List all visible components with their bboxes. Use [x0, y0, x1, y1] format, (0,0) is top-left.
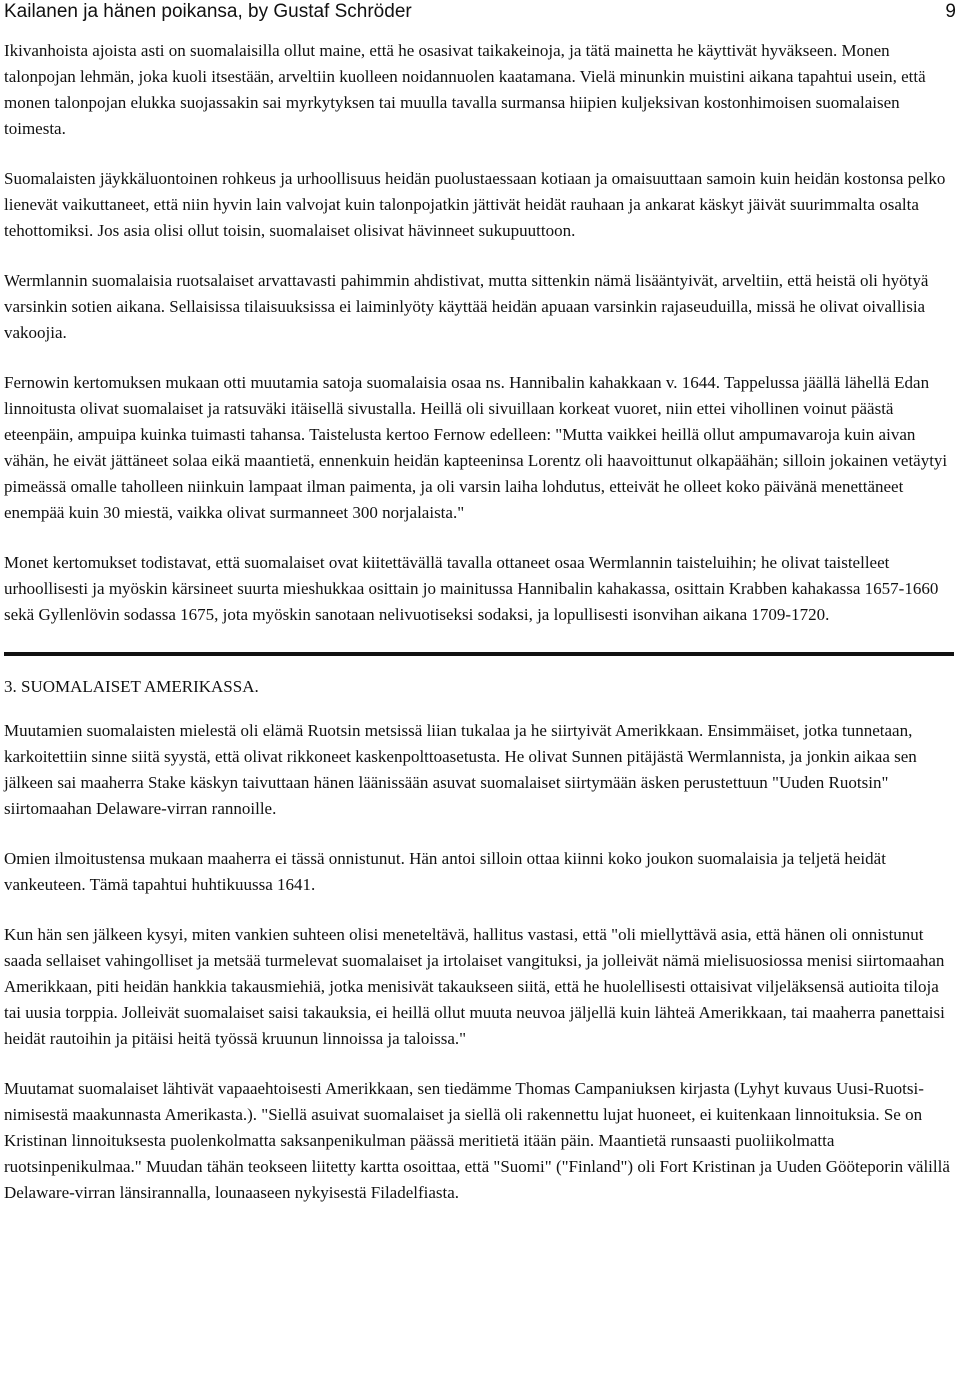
paragraph: Muutamien suomalaisten mielestä oli elämä Ruotsin metsissä liian tukalaa ja he siirtyivät Amerikkaan. Ensimmäiset, jotka tunnetaan, karkoitettiin sinne siitä syystä, että olivat rikkoneet kaskenpolttoasetusta. He olivat Sunnen pitäjästä Wermlannista, ja jonkin aikaa sen jälkeen sai maaherra Stake käskyn taivuttaan hänen läänissään asuvat suomalaiset siirtymään äsken perustettuun "Uuden Ruotsin" siirtomaahan Delaware-virran rannoille. [4, 721, 917, 818]
paragraph: Ikivanhoista ajoista asti on suomalaisilla ollut maine, että he osasivat taikakeinoja, ja tätä mainetta he käyttivät hyväkseen. Monen talonpojan lehmän, joka kuoli itsestään, arveltiin kuolleen noidannuolen kaatamana. Vielä minunkin muistini aikana tapahtui usein, että monen talonpojan elukka suojassakin sai myrkytyksen tai muulla tavalla surmansa hiipien kuljeksivan kostonhimoisen suomalaisen toimesta. [4, 41, 926, 138]
paragraph: Omien ilmoitustensa mukaan maaherra ei tässä onnistunut. Hän antoi silloin ottaa kiinni koko joukon suomalaisia ja teljetä heidät vankeuteen. Tämä tapahtui huhtikuussa 1641. [4, 849, 886, 894]
page-header [4, 0, 956, 24]
book-title: Kailanen ja hänen poikansa, by Gustaf Schröder [4, 1, 412, 22]
section-divider [4, 652, 954, 656]
page-content [4, 38, 954, 1230]
paragraph: Fernowin kertomuksen mukaan otti muutamia satoja suomalaisia osaa ns. Hannibalin kahakkaan v. 1644. Tappelussa jäällä lähellä Edan linnoitusta olivat suomalaiset ja ratsuväki itäisellä sivustalla. Heillä oli sivuillaan korkeat vuoret, niin ettei vihollinen voinut päästä eteenpäin, ampuipa kuinka tuimasti tahansa. Taistelusta kertoo Fernow edelleen: "Mutta vaikkei heillä ollut ampumavaroja kuin aivan vähän, he eivät jättäneet solaa eikä maantietä, ennenkuin heidän kapteeninsa Lorentz oli haavoittunut olkapäähän; silloin jokainen vetäytyi pimeässä omalle taholleen niinkuin lampaat ilman paimenta, ja oli varsin laiha lohdutus, etteivät he olleet koko päivänä menettäneet enempää kuin 30 miestä, vaikka olivat surmanneet 300 norjalaista." [4, 373, 948, 522]
paragraph: Suomalaisten jäykkäluontoinen rohkeus ja urhoollisuus heidän puolustaessaan kotiaan ja omaisuuttaan samoin kuin heidän kostonsa pelko lienevät vaikuttaneet, että niin hyvin lain valvojat kuin talonpojatkin jättivät heidät rauhaan ja ankarat käskyt jäivät suurimmalta osalta tehottomiksi. Jos asia olisi ollut toisin, suomalaiset olisivat hävinneet sukupuuttoon. [4, 169, 946, 240]
page-number: 9 [945, 1, 956, 22]
paragraph: Wermlannin suomalaisia ruotsalaiset arvattavasti pahimmin ahdistivat, mutta sittenkin nämä lisääntyivät, arveltiin, että heistä oli hyötyä varsinkin sotien aikana. Sellaisissa tilaisuuksissa ei laiminlyöty käyttää heidän apuaan varsinkin rajaseuduilla, missä he olivat oivallisia vakoojia. [4, 271, 929, 342]
paragraph: Muutamat suomalaiset lähtivät vapaaehtoisesti Amerikkaan, sen tiedämme Thomas Campaniuksen kirjasta (Lyhyt kuvaus Uusi-Ruotsi-nimisestä maakunnasta Amerikasta.). "Siellä asuivat suomalaiset ja siellä oli rakennettu lujat huoneet, ei kuitenkaan linnoituksia. Se on Kristinan linnoituksesta puolenkolmatta saksanpenikulman päässä meritietä itään päin. Maantietä runsaasti puoliikolmatta ruotsinpenikulmaa." Muudan tähän teokseen liitetty kartta osoittaa, että "Suomi" ("Finland") oli Fort Kristinan ja Uuden Gööteporin välillä Delaware-virran länsirannalla, lounaaseen nykyisestä Filadelfiasta. [4, 1079, 950, 1202]
paragraph: Monet kertomukset todistavat, että suomalaiset ovat kiitettävällä tavalla ottaneet osaa Wermlannin taisteluihin; he olivat taistelleet urhoollisesti ja myöskin kärsineet suurta mieshukkaa osittain jo mainitussa Hannibalin kahakassa, osittain Krabben kahakassa 1657-1660 sekä Gyllenlövin sodassa 1675, jota myöskin sanotaan nelivuotiseksi sodaksi, ja lopullisesti isonvihan aikana 1709-1720. [4, 553, 939, 624]
section-heading: 3. SUOMALAISET AMERIKASSA. [4, 677, 259, 696]
paragraph: Kun hän sen jälkeen kysyi, miten vankien suhteen olisi meneteltävä, hallitus vastasi, että "oli miellyttävä asia, että hänen oli onnistunut saada sellaiset vahingolliset ja metsää turmelevat suomalaiset ja irtolaiset vangituksi, ja jolleivät nämä mielisuosiossa menisi siirtomaahan Amerikkaan, piti heidän hankkia takausmiehiä, jotka menisivät takaukseen siitä, että he huolellisesti ottaisivat viljeläksensä autioita tiloja tai uusia torppia. Jolleivät suomalaiset saisi takauksia, ei heillä ollut muuta neuvoa jäljellä kuin lähteä Amerikkaan, tai maaherra panettaisi heidät rautoihin ja pitäisi heitä työssä kruunun linnoissa ja taloissa." [4, 925, 945, 1048]
